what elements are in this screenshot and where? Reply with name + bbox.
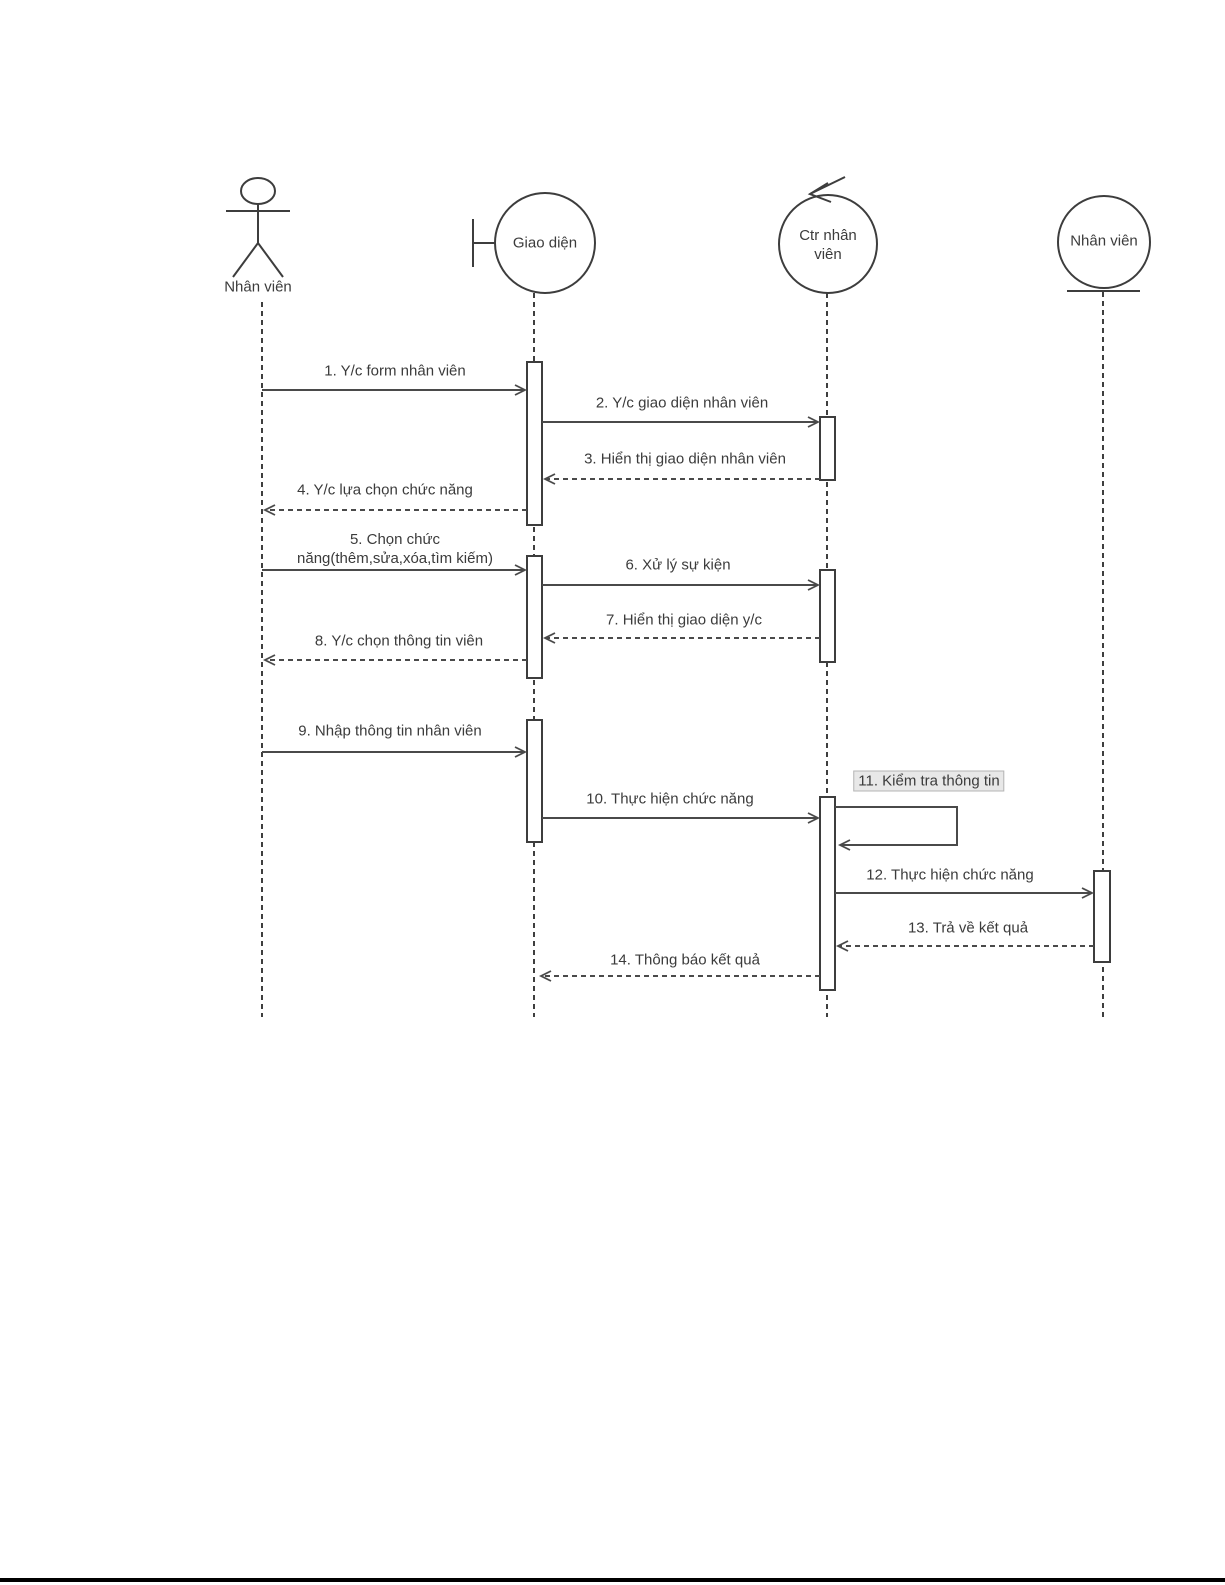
message-12-label: 12. Thực hiện chức năng	[866, 866, 1034, 884]
message-14-label: 14. Thông báo kết quả	[610, 951, 760, 969]
message-3-label: 3. Hiển thị giao diện nhân viên	[584, 450, 786, 468]
message-10-label: 10. Thực hiện chức năng	[586, 790, 754, 808]
message-13-label: 13. Trả về kết quả	[907, 919, 1029, 937]
message-5-label	[297, 530, 493, 568]
page-bottom-border	[0, 1578, 1225, 1582]
message-1-label: 1. Y/c form nhân viên	[324, 362, 466, 380]
control-label	[799, 226, 857, 264]
activation-giaodien-3	[527, 720, 542, 842]
boundary-label: Giao diện	[512, 234, 578, 252]
message-7-label: 7. Hiển thị giao diện y/c	[606, 611, 762, 629]
message-11-label[interactable]: 11. Kiểm tra thông tin	[853, 771, 1004, 792]
message-4-label: 4. Y/c lựa chọn chức năng	[297, 481, 473, 499]
message-5-label-line2: năng(thêm,sửa,xóa,tìm kiếm)	[297, 550, 493, 567]
message-6-label: 6. Xử lý sự kiện	[625, 556, 731, 574]
activation-ctr-2	[820, 570, 835, 662]
activation-ctr-3	[820, 797, 835, 990]
activation-giaodien-1	[527, 362, 542, 525]
control-label-line2: viên	[814, 246, 842, 263]
message-9-label: 9. Nhập thông tin nhân viên	[298, 722, 482, 740]
actor-label: Nhân viên	[224, 278, 292, 296]
activation-entity-1	[1094, 871, 1110, 962]
message-5-label-line1: 5. Chọn chức	[349, 531, 441, 548]
activation-giaodien-2	[527, 556, 542, 678]
message-8-label: 8. Y/c chọn thông tin viên	[314, 632, 484, 650]
control-label-line1: Ctr nhân	[799, 227, 857, 244]
message-2-label: 2. Y/c giao diện nhân viên	[595, 394, 769, 412]
activation-ctr-1	[820, 417, 835, 480]
message-11-self-arrow	[835, 807, 957, 845]
entity-label: Nhân viên	[1070, 232, 1138, 250]
actor-icon	[226, 178, 290, 277]
